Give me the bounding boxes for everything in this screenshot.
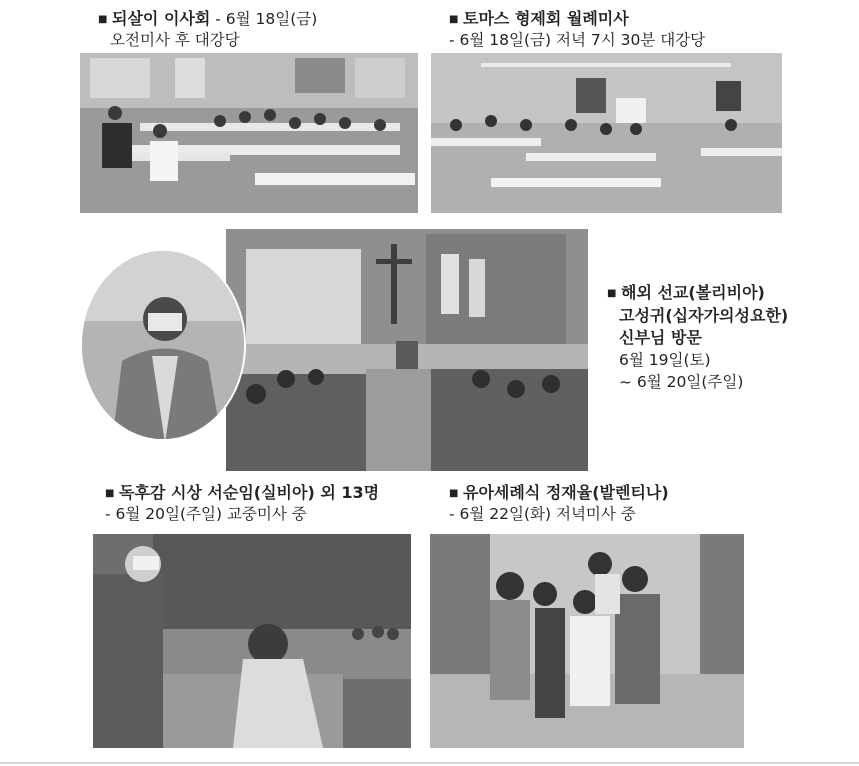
bottom-divider bbox=[0, 762, 859, 764]
caption-title-line-2: 고성귀(십자가의성요한) bbox=[619, 306, 789, 325]
caption-thomas-brotherhood bbox=[449, 8, 705, 51]
caption-detail: - 6월 22일(화) 저녁미사 중 bbox=[449, 505, 636, 523]
photo-reading-award bbox=[93, 534, 411, 748]
caption-title: 유아세례식 정재율(발렌티나) bbox=[463, 483, 669, 502]
photo-thomas-brotherhood bbox=[431, 53, 782, 213]
photo-infant-baptism bbox=[430, 534, 744, 748]
caption-detail: 오전미사 후 대강당 bbox=[110, 31, 240, 49]
caption-date-end: ~ 6월 20일(주일) bbox=[619, 373, 744, 391]
caption-date-start: 6월 19일(토) bbox=[619, 351, 711, 369]
caption-infant-baptism bbox=[449, 482, 669, 525]
caption-date: - 6월 18일(금) bbox=[210, 10, 318, 28]
bullet-square-icon: ■ bbox=[449, 488, 459, 499]
photo-board-meeting bbox=[80, 53, 418, 213]
bullet-square-icon: ■ bbox=[607, 288, 617, 299]
photo-priest-portrait bbox=[80, 249, 246, 441]
bullet-square-icon: ■ bbox=[105, 488, 115, 499]
caption-detail: - 6월 20일(주일) 교중미사 중 bbox=[105, 505, 307, 523]
caption-detail: - 6월 18일(금) 저녁 7시 30분 대강당 bbox=[449, 31, 706, 49]
caption-mission-visit bbox=[607, 282, 788, 393]
bullet-square-icon: ■ bbox=[98, 14, 108, 25]
caption-title: 되살이 이사회 bbox=[112, 9, 211, 28]
caption-title: 토마스 형제회 월례미사 bbox=[463, 9, 629, 28]
caption-title: 독후감 시상 서순임(실비아) 외 13명 bbox=[119, 483, 380, 502]
caption-title-line-1: 해외 선교(볼리비아) bbox=[621, 283, 765, 302]
caption-reading-award bbox=[105, 482, 379, 525]
photo-church-interior bbox=[226, 229, 588, 471]
caption-title-line-3: 신부님 방문 bbox=[619, 328, 702, 347]
caption-board-meeting bbox=[98, 8, 317, 51]
bullet-square-icon: ■ bbox=[449, 14, 459, 25]
